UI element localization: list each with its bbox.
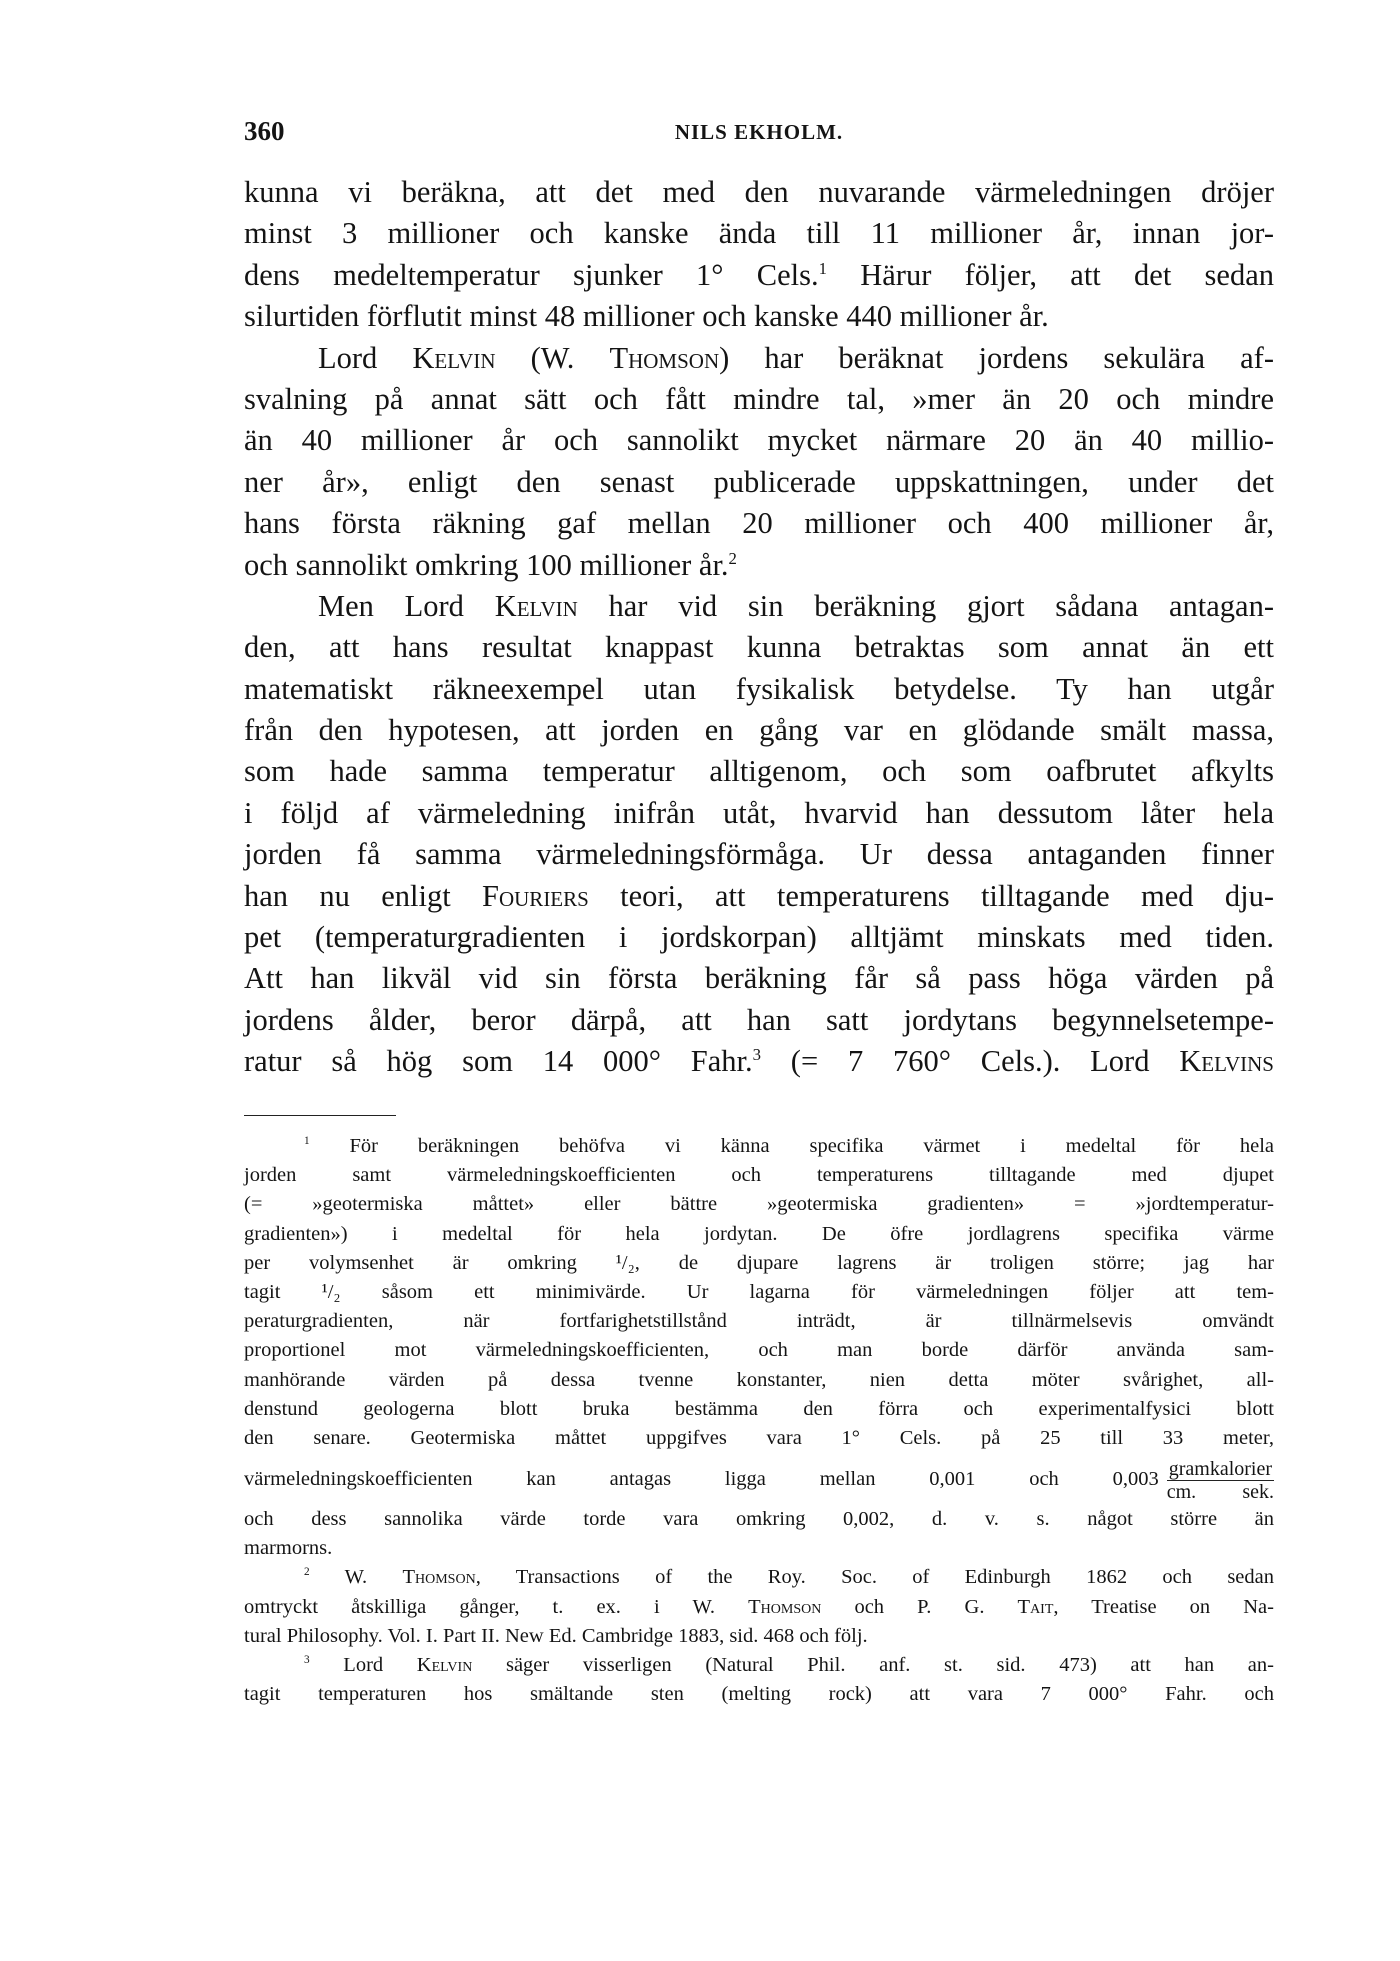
author-name: Thomson bbox=[609, 340, 720, 375]
footnote-line: värmeledningskoefficienten kan antagas ligga mellan 0,001 och 0,003 $\frac{\text{gramkalorier}}{\text{cm. sek.}}$ bbox=[244, 1457, 1274, 1503]
footnote-line: tagit ¹/₂ såsom ett minimivärde. Ur lagarna för värmeledningen följer att tem- bbox=[244, 1280, 1275, 1303]
fraction-denominator: cm. sek. bbox=[1166, 1480, 1274, 1503]
text-line: jorden få samma värmeledningsförmåga. Ur dessa antaganden finner bbox=[244, 837, 1274, 872]
text-line: i följd af värmeledning inifrån utåt, hvarvid han dessutom låter hela bbox=[244, 795, 1274, 830]
author-name: Kelvin bbox=[494, 588, 578, 623]
footnote-line: den senare. Geotermiska måttet uppgifves vara 1° Cels. på 25 till 33 meter, bbox=[244, 1426, 1274, 1449]
author-name: Kelvin bbox=[416, 1654, 473, 1676]
text-line: Lord Kelvin (W. Thomson) har beräknat jordens sekulära af- bbox=[318, 340, 1274, 375]
footnote-mark: 1 bbox=[304, 1135, 310, 1148]
footnote-line: tagit temperaturen hos smältande sten (melting rock) att vara 7 000° Fahr. och bbox=[244, 1683, 1274, 1706]
text-line: matematiskt räkneexempel utan fysikalisk betydelse. Ty han utgår bbox=[244, 671, 1274, 706]
text-line: kunna vi beräkna, att det med den nuvarande värmeledningen dröjer bbox=[244, 175, 1274, 209]
footnote-line: peraturgradienten, när fortfarighetstillstånd inträdt, är tillnärmelsevis omvändt bbox=[244, 1310, 1274, 1333]
footnote-divider bbox=[244, 1115, 396, 1116]
text-line: än 40 millioner år och sannolikt mycket närmare 20 än 40 millio- bbox=[244, 423, 1274, 458]
footnote-line: denstund geologerna blott bruka bestämma den förra och experimentalfysici blott bbox=[244, 1397, 1274, 1420]
text-line: från den hypotesen, att jorden en gång var en glödande smält massa, bbox=[244, 713, 1274, 748]
footnote-line: $^3$ Lord Kelvin säger visserligen (Natural Phil. anf. st. sid. 473) att han an- bbox=[304, 1654, 1274, 1676]
text-line: silurtiden förflutit minst 48 millioner och kanske 440 millioner år. bbox=[244, 299, 1049, 334]
fraction-numerator: gramkalorier bbox=[1168, 1457, 1272, 1480]
footnote-ref: 2 bbox=[728, 548, 737, 568]
footnote-line: manhörande värden på dessa tvenne konstanter, nien detta möter svårighet, all- bbox=[244, 1368, 1274, 1391]
fraction: ¹/₂ bbox=[615, 1251, 635, 1274]
text-line: minst 3 millioner och kanske ända till 11 millioner år, innan jor- bbox=[244, 216, 1274, 251]
footnote-line: jorden samt värmeledningskoefficienten och temperaturens tilltagande med djupet bbox=[244, 1164, 1274, 1187]
footnote-line: (= »geotermiska måttet» eller bättre »geotermiska gradienten» = »jordtemperatur- bbox=[244, 1193, 1274, 1216]
text-line: jordens ålder, beror därpå, att han satt jordytans begynnelsetempe- bbox=[244, 1002, 1274, 1037]
footnote-line: gradienten») i medeltal för hela jordytan. De öfre jordlagrens specifika värme bbox=[244, 1222, 1274, 1245]
footnote-line: $^1$ För beräkningen behöfva vi känna specifika värmet i medeltal för hela bbox=[304, 1135, 1274, 1157]
author-name: Tait bbox=[1017, 1595, 1054, 1618]
footnote-line: per volymsenhet är omkring ¹/₂, de djupare lagrens är troligen större; jag har bbox=[244, 1251, 1274, 1274]
text-line: pet (temperaturgradienten i jordskorpan) alltjämt minskats med tiden. bbox=[244, 920, 1274, 955]
footnote-line: $^2$ W. Thomson, Transactions of the Roy. Soc. of Edinburgh 1862 och sedan bbox=[304, 1566, 1274, 1589]
text-line: Men Lord Kelvin har vid sin beräkning gjort sådana antagan- bbox=[318, 588, 1274, 623]
unit-fraction bbox=[1167, 1458, 1274, 1503]
text-line: svalning på annat sätt och fått mindre tal, »mer än 20 och mindre bbox=[244, 381, 1274, 416]
footnote-ref: 3 bbox=[752, 1045, 762, 1065]
author-name: Thomson bbox=[402, 1566, 476, 1589]
fraction: ¹/₂ bbox=[321, 1280, 341, 1303]
footnotes bbox=[244, 1132, 1274, 1709]
text-line: han nu enligt Fouriers teori, att temperaturens tilltagande med dju- bbox=[244, 878, 1274, 913]
text-line: som hade samma temperatur alltigenom, och som oafbrutet afkylts bbox=[244, 754, 1274, 789]
footnote-line: och dess sannolika värde torde vara omkring 0,002, d. v. s. något större än bbox=[244, 1508, 1274, 1531]
page-number: 360 bbox=[244, 116, 285, 146]
footnote-mark: 3 bbox=[304, 1654, 310, 1667]
author-name: Fouriers bbox=[482, 878, 589, 913]
main-text bbox=[244, 172, 1274, 1083]
footnote-ref: 1 bbox=[818, 258, 827, 278]
text-line: ratur så hög som 14 000° Fahr.$^3$ (= 7 760° Cels.). Lord Kelvins bbox=[244, 1044, 1274, 1079]
footnote-line: omtryckt åtskilliga gånger, t. ex. i W. Thomson och P. G. Tait, Treatise on Na- bbox=[244, 1595, 1274, 1618]
text-line: den, att hans resultat knappast kunna betraktas som annat än ett bbox=[244, 630, 1274, 665]
running-title: NILS EKHOLM. bbox=[674, 120, 844, 144]
text-line: och sannolikt omkring 100 millioner år.$^2$ bbox=[244, 547, 737, 582]
footnote-line: proportionel mot värmeledningskoefficienten, och man borde därför använda sam- bbox=[244, 1339, 1274, 1362]
text-line: dens medeltemperatur sjunker 1° Cels.$^1$ Härur följer, att det sedan bbox=[244, 257, 1274, 292]
footnote-mark: 2 bbox=[304, 1566, 310, 1579]
text-line: ner år», enligt den senast publicerade uppskattningen, under det bbox=[244, 464, 1274, 499]
author-name: Kelvin bbox=[412, 340, 496, 375]
author-name: Thomson bbox=[748, 1595, 822, 1618]
footnote-line: tural Philosophy. Vol. I. Part II. New Ed. Cambridge 1883, sid. 468 och följ. bbox=[244, 1624, 868, 1647]
footnote-line: marmorns. bbox=[244, 1537, 333, 1560]
text-line: Att han likväl vid sin första beräkning får så pass höga värden på bbox=[244, 961, 1274, 996]
author-name: Kelvins bbox=[1179, 1044, 1274, 1079]
page-header bbox=[244, 116, 1274, 146]
text-line: hans första räkning gaf mellan 20 millioner och 400 millioner år, bbox=[244, 506, 1274, 541]
